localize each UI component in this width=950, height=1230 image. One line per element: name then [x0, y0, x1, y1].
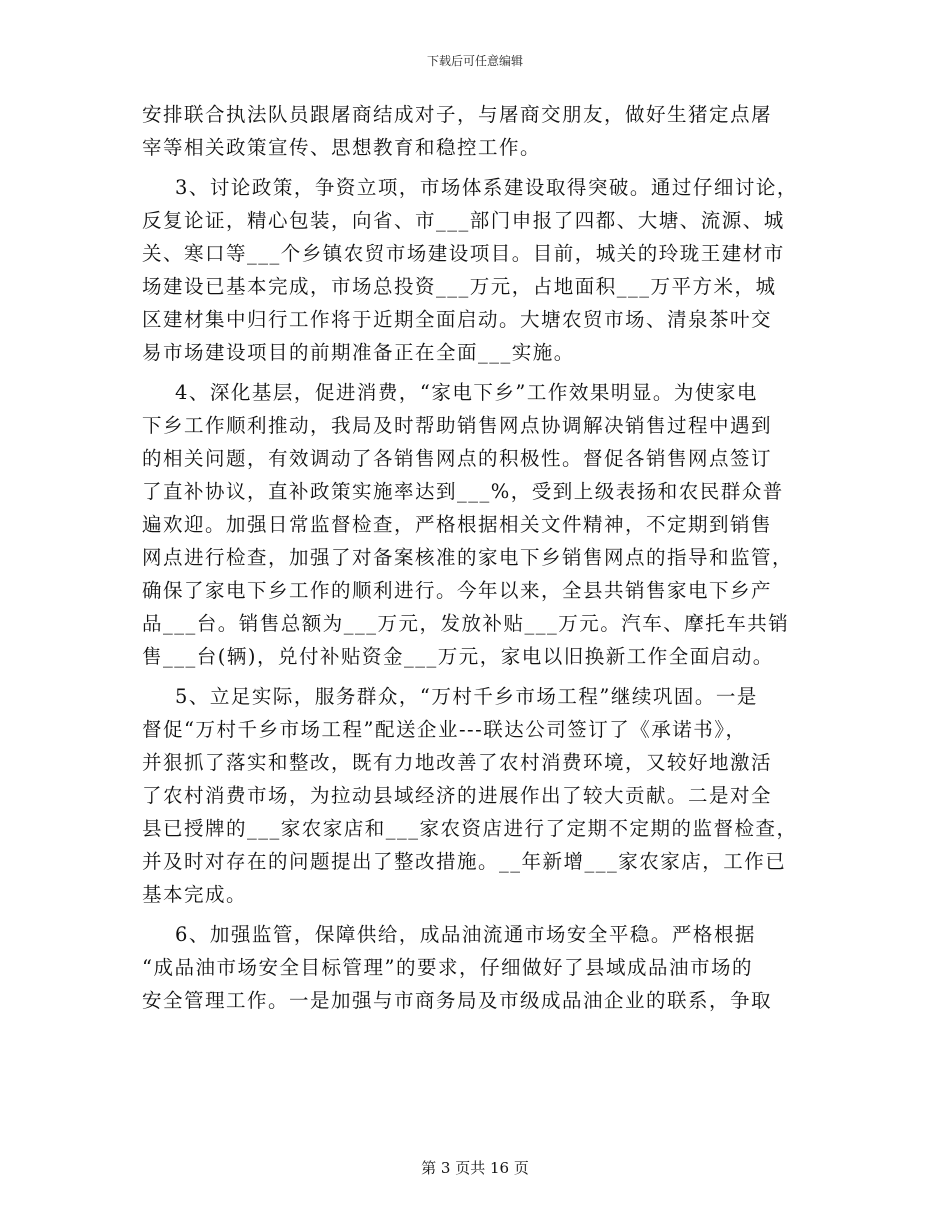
text-line: 6、加强监管，保障供给，成品油流通市场安全平稳。严格根据 — [175, 923, 756, 946]
text-line: 县已授牌的___家农家店和___家农资店进行了定期不定期的监督检查， — [142, 817, 798, 840]
paragraph — [142, 171, 822, 369]
text-line: 5、立足实际，服务群众，“万村千乡市场工程”继续巩固。一是 — [175, 685, 758, 708]
text-line: 宰等相关政策宣传、思想教育和稳控工作。 — [142, 136, 542, 159]
paragraph — [142, 98, 822, 164]
text-line: 安全管理工作。一是加强与市商务局及市级成品油企业的联系，争取 — [142, 989, 773, 1012]
text-line: 售___台(辆)，兑付补贴资金___万元，家电以旧换新工作全面启动。 — [142, 645, 774, 668]
text-line: 4、深化基层，促进消费，“家电下乡”工作效果明显。为使家电 — [175, 381, 758, 404]
text-line: 确保了家电下乡工作的顺利进行。今年以来，全县共销售家电下乡产 — [142, 579, 773, 602]
text-line: 关、寒口等___个乡镇农贸市场建设项目。目前，城关的玲珑王建材市 — [142, 242, 785, 265]
text-line: 督促“万村千乡市场工程”配送企业---联达公司签订了《承诺书》， — [142, 718, 747, 741]
text-line: “成品油市场安全目标管理”的要求，仔细做好了县域成品油市场的 — [142, 956, 753, 979]
text-line: 3、讨论政策，争资立项，市场体系建设取得突破。通过仔细讨论， — [175, 176, 798, 199]
text-line: 了直补协议，直补政策实施率达到___%，受到上级表扬和农民群众普 — [142, 480, 784, 503]
paragraph — [142, 680, 822, 911]
text-line: 反复论证，精心包装，向省、市___部门申报了四都、大塘、流源、城 — [142, 209, 785, 232]
text-line: 场建设已基本完成，市场总投资___万元，占地面积___万平方米，城 — [142, 275, 777, 298]
paragraph — [142, 918, 822, 1017]
paragraph — [142, 376, 822, 673]
text-line: 的相关问题，有效调动了各销售网点的积极性。督促各销售网点签订 — [142, 447, 773, 470]
text-line: 了农村消费市场，为拉动县域经济的进展作出了较大贡献。二是对全 — [142, 784, 773, 807]
text-line: 并狠抓了落实和整改，既有力地改善了农村消费环境，又较好地激活 — [142, 751, 773, 774]
text-line: 安排联合执法队员跟屠商结成对子，与屠商交朋友，做好生猪定点屠 — [142, 103, 773, 126]
document-body — [142, 98, 822, 1017]
text-line: 遍欢迎。加强日常监督检查，严格根据相关文件精神，不定期到销售 — [142, 513, 773, 536]
text-line: 区建材集中归行工作将于近期全面启动。大塘农贸市场、清泉茶叶交 — [142, 308, 773, 331]
text-line: 品___台。销售总额为___万元，发放补贴___万元。汽车、摩托车共销 — [142, 612, 790, 635]
page-number: 第 3 页共 16 页 — [421, 1159, 529, 1177]
text-line: 基本完成。 — [142, 883, 248, 906]
text-line: 网点进行检查，加强了对备案核准的家电下乡销售网点的指导和监管， — [142, 546, 794, 569]
page-header-note: 下载后可任意编辑 — [426, 54, 523, 68]
text-line: 并及时对存在的问题提出了整改措施。__年新增___家农家店，工作已 — [142, 850, 787, 873]
text-line: 下乡工作顺利推动，我局及时帮助销售网点协调解决销售过程中遇到 — [142, 414, 773, 437]
text-line: 易市场建设项目的前期准备正在全面___实施。 — [142, 341, 575, 364]
